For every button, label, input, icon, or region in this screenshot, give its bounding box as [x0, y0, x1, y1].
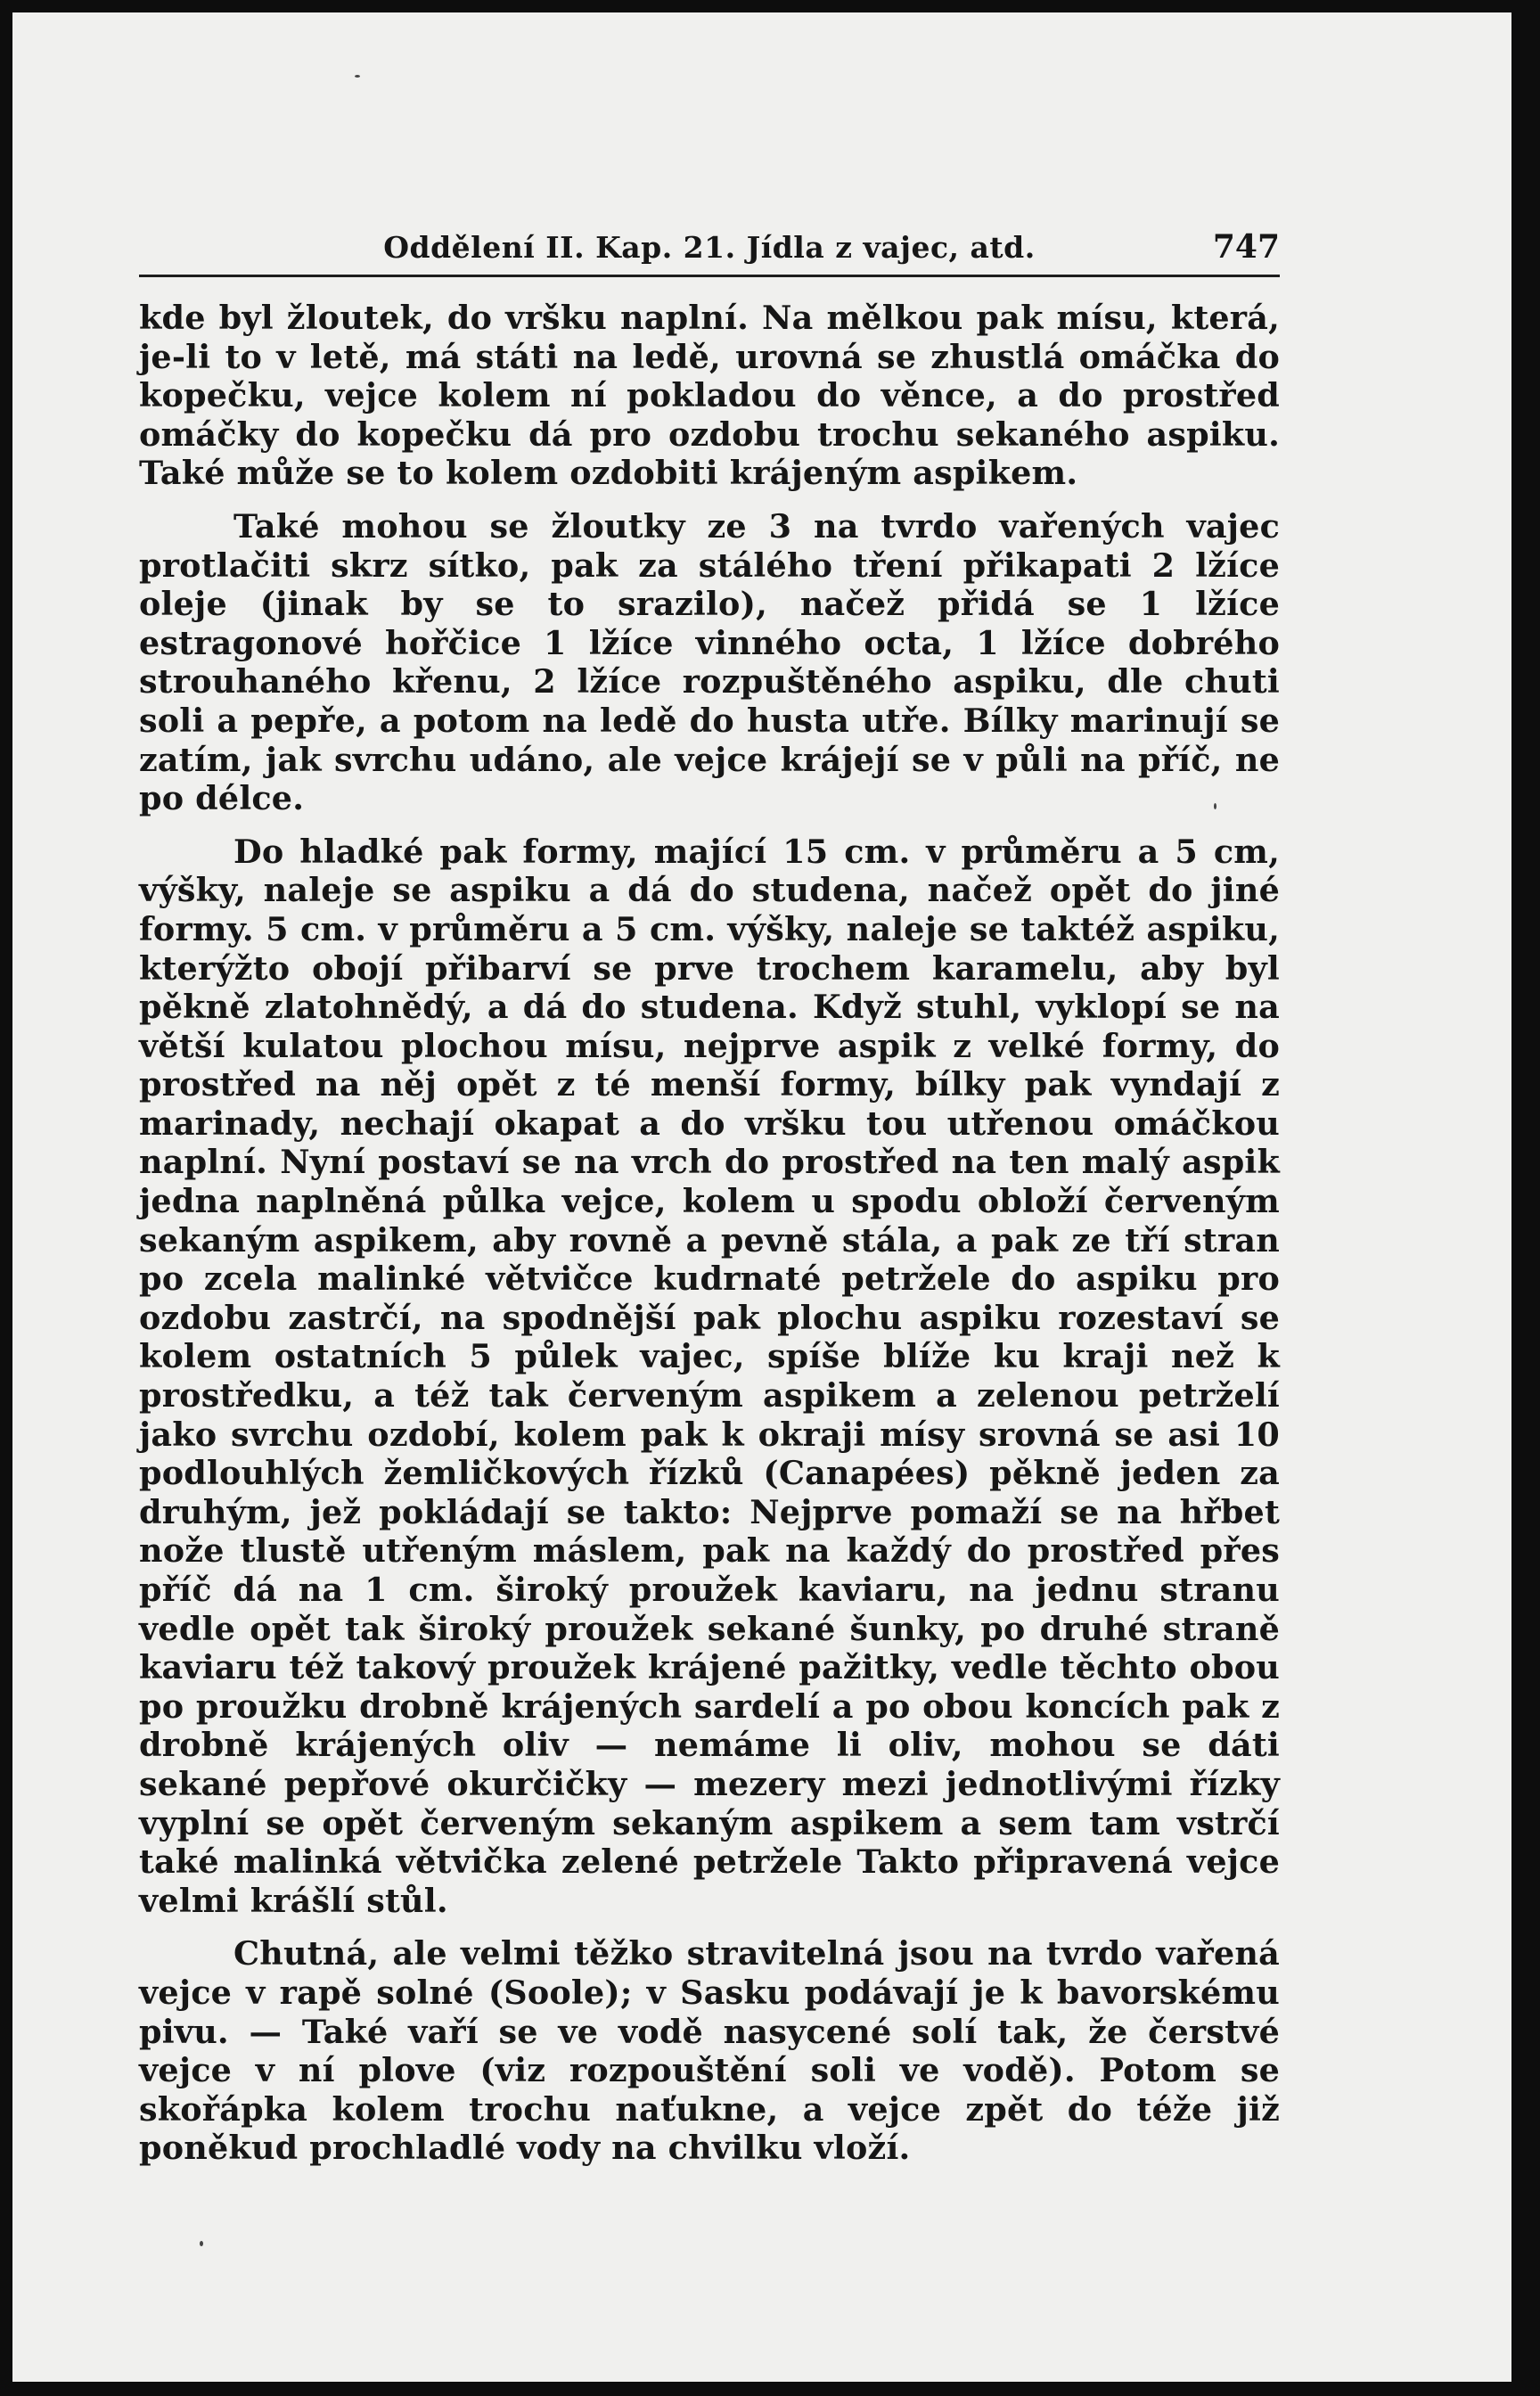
body-text	[139, 299, 1280, 2168]
print-speck	[200, 2241, 203, 2246]
page-number: 747	[1212, 228, 1280, 266]
print-speck	[355, 75, 360, 78]
running-header	[139, 219, 1280, 277]
paragraph-continuation: kde byl žloutek, do vršku naplní. Na mělkou pak mísu, která, je-li to v letě, má státi na ledě, urovná se zhustlá omáčka do kopečku, vejce kolem ní pokladou do věnce, a do prostřed omáčky do kopečku dá pro ozdobu trochu sekaného aspiku. Také může se to kolem ozdobiti krájeným aspikem.	[139, 299, 1280, 493]
header-title: Oddělení II. Kap. 21. Jídla z vajec, atd.	[383, 230, 1036, 265]
paragraph: Také mohou se žloutky ze 3 na tvrdo vařených vajec protlačiti skrz sítko, pak za stálého tření přikapati 2 lžíce oleje (jinak by se to srazilo), načež přidá se 1 lžíce estragonové hořčice 1 lžíce vinného octa, 1 lžíce dobrého strouhaného křenu, 2 lžíce rozpuštěného aspiku, dle chuti soli a pepře, a potom na ledě do husta utře. Bílky marinují se zatím, jak svrchu udáno, ale vejce krájejí se v půli na příč, ne po délce.	[139, 506, 1280, 818]
page-content	[139, 219, 1280, 2168]
paragraph: Do hladké pak formy, mající 15 cm. v průměru a 5 cm, výšky, naleje se aspiku a dá do studena, načež opět do jiné formy. 5 cm. v průměru a 5 cm. výšky, naleje se taktéž aspiku, kterýžto obojí přibarví se prve trochem karamelu, aby byl pěkně zlatohnědý, a dá do studena. Když stuhl, vyklopí se na větší kulatou plochou mísu, nejprve aspik z velké formy, do prostřed na něj opět z té menší formy, bílky pak vyndají z marinady, nechají okapat a do vršku tou utřenou omáčkou naplní. Nyní postaví se na vrch do prostřed na ten malý aspik jedna naplněná půlka vejce, kolem u spodu obloží červeným sekaným aspikem, aby rovně a pevně stála, a pak ze tří stran po zcela malinké větvičce kudrnaté petržele do aspiku pro ozdobu zastrčí, na spodnější pak plochu aspiku rozestaví se kolem ostatních 5 půlek vajec, spíše blíže ku kraji než k prostředku, a též tak červeným aspikem a zelenou petrželí jako svrchu ozdobí, kolem pak k okraji mísy srovná se asi 10 podlouhlých žemličkových řízků (Canapées) pěkně jeden za druhým, jež pokládají se takto: Nejprve pomaží se na hřbet nože tlustě utřeným máslem, pak na každý do prostřed přes příč dá na 1 cm. široký proužek kaviaru, na jednu stranu vedle opět tak široký proužek sekané šunky, po druhé straně kaviaru též takový proužek krájené pažitky, vedle těchto obou po proužku drobně krájených sardelí a po obou koncích pak z drobně krájených oliv — nemáme li oliv, mohou se dáti sekané pepřové okurčičky — mezery mezi jednotlivými řízky vyplní se opět červeným sekaným aspikem a sem tam vstrčí také malinká větvička zelené petržele Takto připravená vejce velmi krášlí stůl.	[139, 832, 1280, 1920]
book-page	[12, 12, 1511, 2382]
paragraph: Chutná, ale velmi těžko stravitelná jsou na tvrdo vařená vejce v rapě solné (Soole); v Sasku podávají je k bavorskému pivu. — Také vaří se ve vodě nasycené solí tak, že čerstvé vejce v ní plove (viz rozpouštění soli ve vodě). Potom se skořápka kolem trochu naťukne, a vejce zpět do téže již poněkud prochladlé vody na chvilku vloží.	[139, 1934, 1280, 2168]
